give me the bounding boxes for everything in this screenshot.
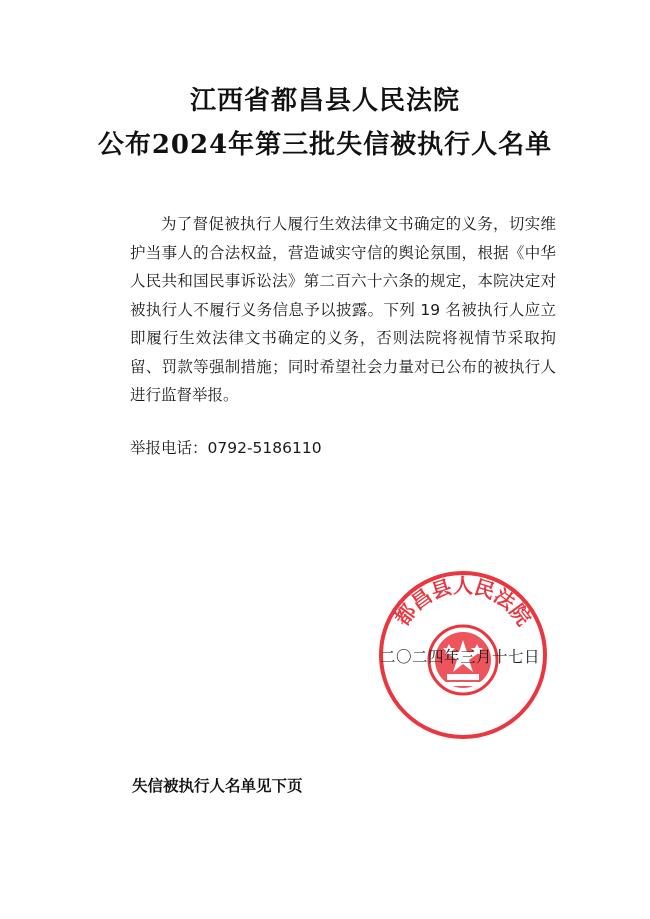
svg-text:都昌县人民法院: 都昌县人民法院 xyxy=(390,573,536,630)
signature-date: 二〇二四年三月十七日 xyxy=(380,648,541,666)
report-hotline xyxy=(130,434,322,463)
document-title-line-2: 公布2024年第三批失信被执行人名单 xyxy=(97,130,553,160)
announcement-paragraph: 为了督促被执行人履行生效法律文书确定的义务，切实维护当事人的合法权益，营造诚实守信的舆论氛围，根据《中华人民共和国民事诉讼法》第二百六十六条的规定，本院决定对被执行人不履行义务信息予以披露。下列 19 名被执行人应立即履行生效法律文书确定的义务，否则法院将视情节采取拘留、罚款等强制措施；同时希望社会力量对已公布的被执行人进行监督举报。 xyxy=(130,215,556,404)
report-hotline-text: 举报电话：0792-5186110 xyxy=(130,439,322,457)
next-page-note: 失信被执行人名单见下页 xyxy=(132,777,303,795)
document-title-line-1: 江西省都昌县人民法院 xyxy=(189,86,460,116)
